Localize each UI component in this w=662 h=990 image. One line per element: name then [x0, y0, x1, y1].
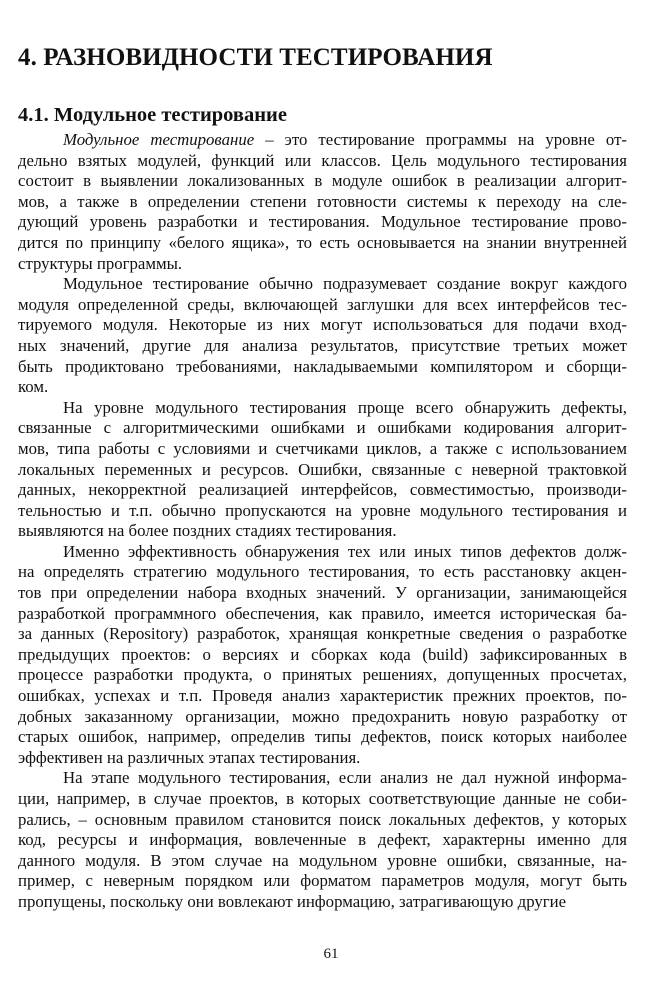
text-line-content: Модульное тестирование обычно подразумевает создание вокруг каждого	[63, 274, 627, 294]
text-line-content: структуры программы.	[18, 253, 183, 273]
text-line-content: пример, с неверным порядком или форматом параметров модуля, могут быть	[18, 871, 627, 891]
text-line	[18, 871, 627, 892]
text-line	[18, 151, 627, 172]
text-line	[18, 418, 627, 439]
text-line-content: рались, – основным правилом становится поиск локальных дефектов, у которых	[18, 809, 627, 829]
text-line-content: дельно взятых модулей, функций или классов. Цель модульного тестирования	[18, 150, 627, 170]
text-line-content: данного модуля. В этом случае на модульном уровне ошибки, связанные, на-	[18, 850, 627, 870]
text-line-content: пропущены, поскольку они вовлекают информацию, затрагивающую другие	[18, 891, 567, 911]
paragraph	[18, 768, 627, 912]
text-line-content: – это тестирование программы на уровне от-	[254, 130, 627, 149]
text-line	[18, 645, 627, 666]
text-line	[18, 810, 627, 831]
text-line-content: На уровне модульного тестирования проще всего обнаружить дефекты,	[63, 397, 627, 417]
text-line-content: тируемого модуля. Некоторые из них могут использоваться для подачи вход-	[18, 315, 627, 335]
paragraph	[18, 274, 627, 398]
text-line-content: процессе разработки продукта, о принятых решениях, допущенных просчетах,	[18, 665, 627, 685]
text-line	[18, 398, 627, 419]
text-line-content: ции, например, в случае проектов, в которых соответствующие данные не соби-	[18, 789, 627, 808]
text-line	[18, 336, 627, 357]
text-line	[18, 130, 627, 151]
text-line-content: связанные с алгоритмическими ошибками и ошибками кодирования алгорит-	[18, 418, 627, 438]
text-line	[18, 357, 627, 378]
text-line-content: локальных переменных и ресурсов. Ошибки, связанные с неверной трактовкой	[18, 459, 627, 479]
text-line	[18, 501, 627, 522]
text-line	[18, 851, 627, 872]
text-line	[18, 377, 627, 398]
text-line-content: добных заказанному организации, можно предохранить новую разработку от	[18, 706, 627, 726]
text-line	[18, 686, 627, 707]
text-line	[18, 665, 627, 686]
text-line	[18, 789, 627, 810]
page-number: 61	[323, 946, 339, 962]
text-line	[18, 254, 627, 275]
text-line	[18, 521, 627, 542]
text-line-content: ных значений, другие для анализа результатов, присутствие третьих может	[18, 335, 627, 355]
text-line	[18, 480, 627, 501]
text-line-content: на определять стратегию модульного тестирования, то есть расстановку акцен-	[18, 562, 627, 582]
text-line	[18, 583, 627, 604]
text-line-content: дится по принципу «белого ящика», то есть основывается на знании внутренней	[18, 232, 627, 252]
text-line-content: На этапе модульного тестирования, если анализ не дал нужной информа-	[63, 768, 627, 788]
text-line-content: быть продиктовано требованиями, накладываемыми компилятором и сборщи-	[18, 356, 627, 376]
text-line	[18, 624, 627, 645]
text-line	[18, 233, 627, 254]
text-line-content: старых ошибок, например, определив типы дефектов, поиск которых наиболее	[18, 727, 627, 747]
text-line	[18, 892, 627, 913]
text-line	[18, 727, 627, 748]
text-line-content: данных, некорректной реализацией интерфейсов, совместимостью, производи-	[18, 480, 627, 500]
section-title: 4.1. Модульное тестирование	[18, 104, 287, 126]
text-line	[18, 562, 627, 583]
term-emphasis: Модульное тестирование	[63, 130, 255, 149]
text-line-content: ком.	[18, 377, 49, 397]
text-line	[18, 171, 627, 192]
text-line	[18, 439, 627, 460]
text-line	[18, 604, 627, 625]
text-line	[18, 707, 627, 728]
text-line-content: Именно эффективность обнаружения тех или иных типов дефектов долж-	[63, 541, 627, 561]
paragraph	[18, 130, 627, 274]
text-line-content: дующий уровень разработки и тестирования. Модульное тестирование прово-	[18, 212, 627, 232]
text-line-content: разработкой программного обеспечения, как правило, имеется историческая ба-	[18, 603, 627, 623]
text-line-content: выявляются на более поздних стадиях тестирования.	[18, 521, 397, 541]
text-line	[18, 542, 627, 563]
text-line-content: ошибках, успехах и т.п. Проведя анализ характеристик прежних проектов, по-	[18, 686, 627, 706]
text-line-content: модуля определенной среды, включающей заглушки для всех интерфейсов тес-	[18, 294, 627, 314]
text-line	[18, 274, 627, 295]
text-line-content: предыдущих проектов: о версиях и сборках кода (build) зафиксированных в	[18, 644, 627, 664]
text-line	[18, 315, 627, 336]
text-line	[18, 212, 627, 233]
body-text	[18, 130, 627, 913]
chapter-title: 4. РАЗНОВИДНОСТИ ТЕСТИРОВАНИЯ	[18, 44, 493, 71]
text-line-content: эффективен на различных этапах тестирования.	[18, 747, 361, 767]
paragraph	[18, 542, 627, 769]
text-line	[18, 295, 627, 316]
text-line-content: за данных (Repository) разработок, хранящая конкретные сведения о разработке	[18, 624, 627, 644]
text-line	[18, 768, 627, 789]
text-line-content: мов, типа работы с условиями и счетчиками циклов, а также с использованием	[18, 438, 627, 458]
text-line-content: мов, а также в определении степени готовности системы к переходу на сле-	[18, 191, 627, 211]
text-line	[18, 460, 627, 481]
text-line	[18, 192, 627, 213]
text-line-content: состоит в выявлении локализованных в модуле ошибок в реализации алгорит-	[18, 171, 627, 191]
paragraph	[18, 398, 627, 542]
text-line	[18, 830, 627, 851]
text-line	[18, 748, 627, 769]
text-line-content: код, ресурсы и информация, вовлеченные в дефект, характерны именно для	[18, 830, 627, 850]
text-line-content: тельностью и т.п. обычно пропускаются на уровне модульного тестирования и	[18, 500, 627, 520]
text-line-content: тов при определении набора входных значений. У организации, занимающейся	[18, 583, 627, 603]
